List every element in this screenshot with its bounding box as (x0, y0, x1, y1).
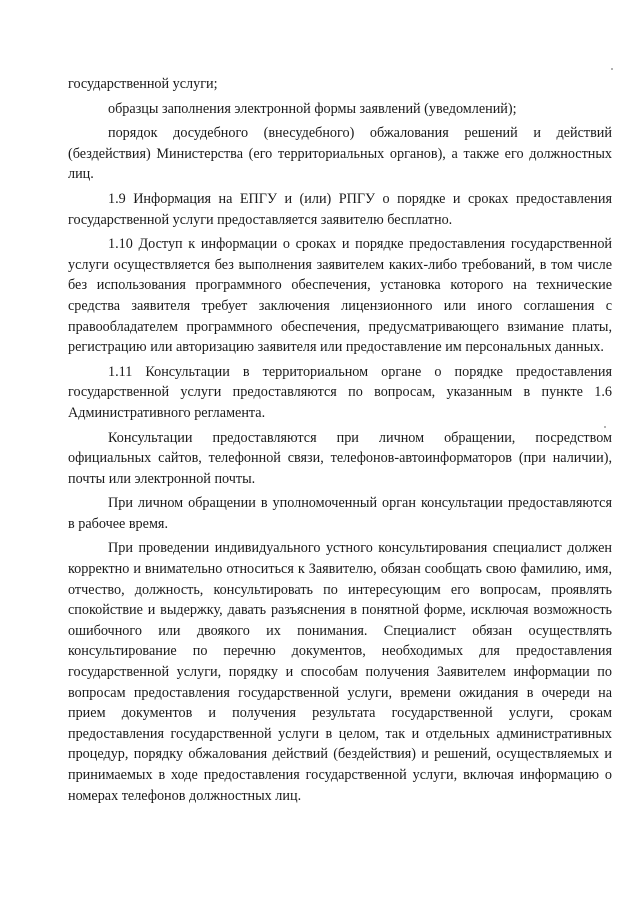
paragraph-forms: образцы заполнения электронной формы заявлений (уведомлений); (108, 100, 517, 117)
paragraph-oral-consulting: При проведении индивидуального устного консультирования специалист должен корректно и внимательно относиться к Заявителю, обязан сообщать свою фамилию, имя, отчество, должность, консультировать по интересующим его вопросам, проявлять спокойствие и выдержку, давать разъяснения в понятной форме, исключая возможность ошибочного или двоякого их понимания. Специалист обязан осуществлять консультирование по перечню документов, необходимых для предоставления государственной услуги, порядку и способам получения Заявителем информации по вопросам предоставления государственной услуги, времени ожидания в очереди на прием документов и получения результата государственной услуги, срокам предоставления государственной услуги в целом, так и отдельных административных процедур, порядку обжалования действий (бездействия) и решений, осуществляемых и принимаемых в ходе предоставления государственной услуги, включая информацию о номерах телефонов должностных лиц. (68, 540, 612, 804)
paragraph-working-hours: При личном обращении в уполномоченный орган консультации предоставляются в рабочее время. (68, 495, 612, 532)
paragraph-1-9: 1.9 Информация на ЕПГУ и (или) РПГУ о порядке и сроках предоставления государственной услуги предоставляется заявителю бесплатно. (68, 190, 612, 228)
scan-speck (611, 68, 613, 70)
paragraph-continuation: государственной услуги; (68, 76, 218, 92)
document-body (68, 74, 612, 810)
paragraph-1-10: 1.10 Доступ к информации о сроках и порядке предоставления государственной услуги осуществляется без выполнения заявителем каких-либо требований, в том числе без использования программного обеспечения, установка которого на технические средства заявителя требует заключения лицензионного или иного соглашения с правообладателем программного обеспечения, предусматривающего взимание платы, регистрацию или авторизацию заявителя или предоставление им персональных данных. (68, 236, 612, 356)
scan-speck (604, 426, 606, 428)
paragraph-consultation-channels: Консультации предоставляются при личном обращении, посредством официальных сайтов, телефонной связи, телефонов-автоинформаторов (при наличии), почты или электронной почты. (68, 429, 612, 487)
paragraph-1-11: 1.11 Консультации в территориальном органе о порядке предоставления государственной услуги предоставляются по вопросам, указанным в пункте 1.6 Административного регламента. (68, 363, 612, 421)
paragraph-appeal-procedure: порядок досудебного (внесудебного) обжалования решений и действий (бездействия) Министерства (его территориальных органов), а также его должностных лиц. (68, 125, 612, 183)
